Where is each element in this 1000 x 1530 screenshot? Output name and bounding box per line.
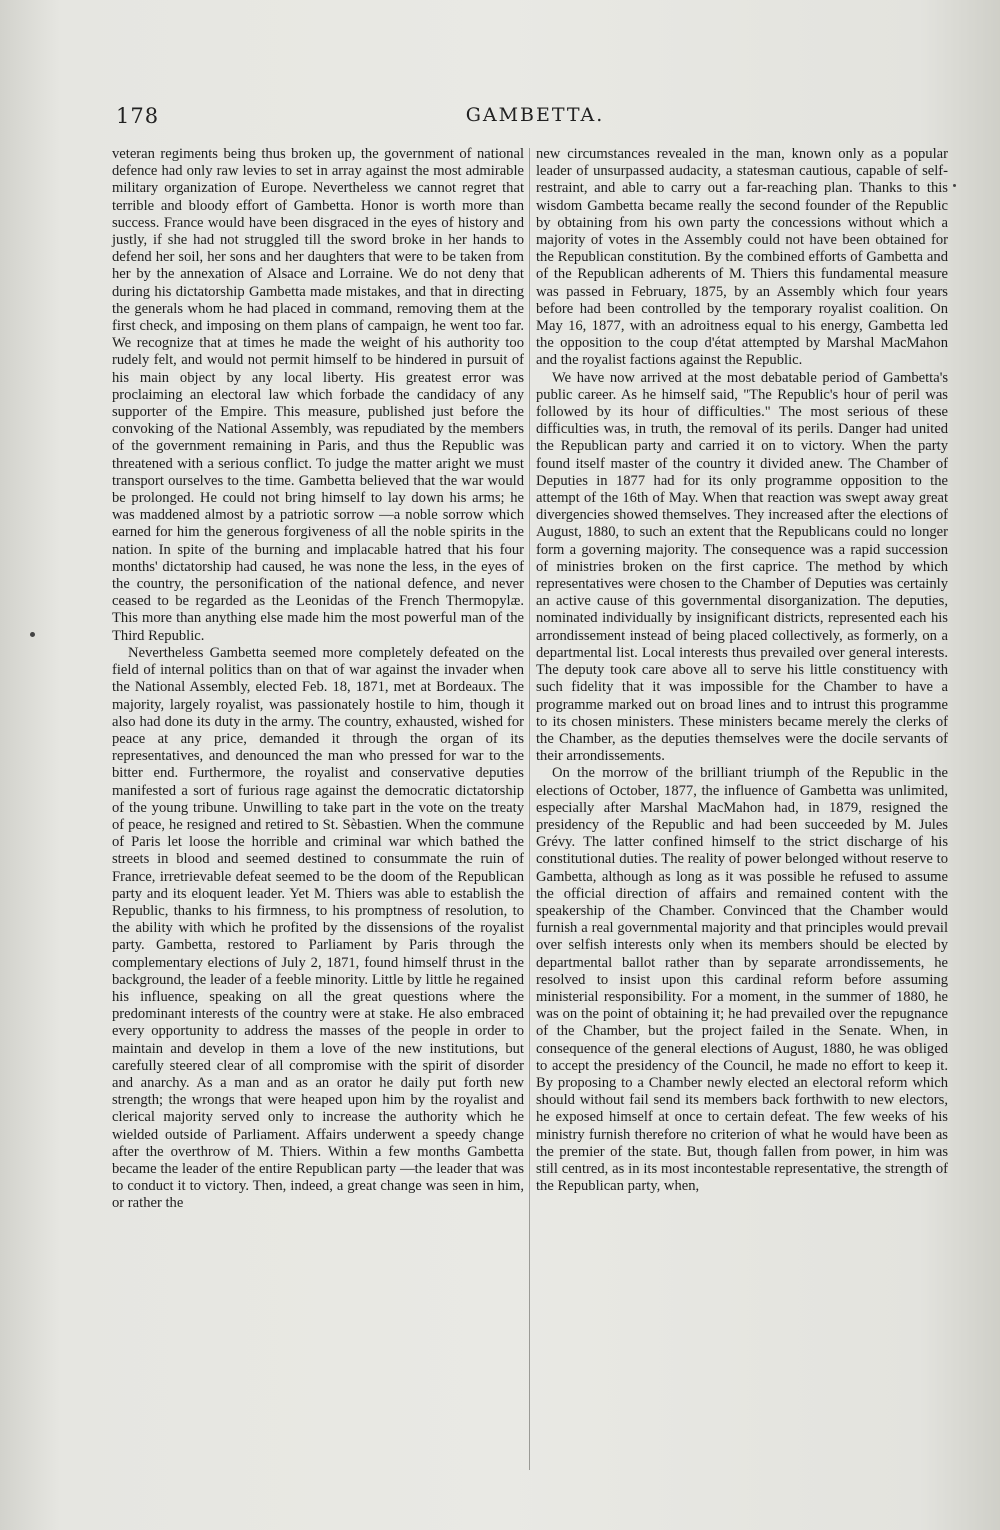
left-column — [112, 146, 524, 1213]
running-head: GAMBETTA. — [465, 104, 605, 126]
right-column — [536, 146, 948, 1195]
paragraph: Nevertheless Gambetta seemed more completely defeated on the field of internal politics than on that of war against the invader when the National Assembly, elected Feb. 18, 1871, met at Bordeaux. The majority, largely royalist, was passionately hostile to him, though it also had done its duty in the army. The country, exhausted, wished for peace at any price, demanded it through the organ of its representatives, and denounced the man who pressed for war to the bitter end. Furthermore, the royalist and conservative deputies manifested a sort of furious rage against the democratic dictatorship of the young tribune. Unwilling to take part in the vote on the treaty of peace, he resigned and retired to St. Sèbastien. When the commune of Paris let loose the horrible and criminal war which bathed the streets in blood and seemed destined to consummate the ruin of France, irretrievable defeat seemed to be the doom of the Republican party and its eloquent leader. Yet M. Thiers was able to establish the Republic, thanks to his firmness, to his promptness of resolution, to the ability with which he profited by the dissensions of the royalist party. Gambetta, restored to Parliament by Paris through the complementary elections of July 2, 1871, found himself thrust in the background, the leader of a feeble minority. Little by little he regained his influence, speaking on all the great questions where the predominant interests of the country were at stake. He also embraced every opportunity to address the masses of the people in order to maintain and develop in them a love of the new institutions, but carefully steered clear of all compromise with the spirit of disorder and anarchy. As a man and as an orator he daily put forth new strength; the wrongs that were heaped upon him by the royalist and clerical majority served only to increase the authority which he wielded outside of Parliament. Affairs underwent a speedy change after the overthrow of M. Thiers. Within a few months Gambetta became the leader of the entire Republican party —the leader that was to conduct it to victory. Then, indeed, a great change was seen in him, or rather the — [112, 644, 524, 1212]
ink-speck — [953, 184, 956, 187]
paragraph: We have now arrived at the most debatable period of Gambetta's public career. As he himself said, "The Republic's hour of peril was followed by its hour of difficulties." The most serious of these difficulties was, in truth, the removal of its perils. Danger had united the Republican party and carried it on to victory. When the party found itself master of the country it divided anew. The Chamber of Deputies in 1877 had for its only programme opposition to the attempt of the 16th of May. When that reaction was swept away great divergencies showed themselves. They increased after the elections of August, 1880, to such an extent that the Republicans could no longer form a governing majority. The consequence was a rapid succession of ministries broken on the first caprice. The method by which representatives were chosen to the Chamber of Deputies was certainly an active cause of this governmental disorganization. The deputies, nominated individually by insignificant districts, represented each his arrondissement instead of being placed collectively, as formerly, on a departmental list. Local interests thus prevailed over general interests. The deputy took care above all to serve his little constituency with such fidelity that it was impossible for the Chamber to have a programme marked out on broad lines and to intrust this programme to its chosen ministers. These ministers became merely the clerks of the Chamber, as the deputies themselves were the docile servants of their arrondissements. — [536, 369, 948, 765]
paragraph: On the morrow of the brilliant triumph of the Republic in the elections of October, 1877, the influence of Gambetta was unlimited, especially after Marshal MacMahon had, in 1879, resigned the presidency of the Republic and had been succeeded by M. Jules Grévy. The latter confined himself to the strict discharge of his constitutional duties. The reality of power belonged without reserve to Gambetta, although as long as it was possible he refused to assume the official direction of affairs and remained content with the speakership of the Chamber. Convinced that the Chamber would furnish a real governmental majority and that principles would prevail over selfish interests only when its members should be elected by departmental ballot rather than by separate arrondissements, he resolved to insist upon this cardinal reform before assuming ministerial responsibility. For a moment, in the summer of 1880, he was on the point of obtaining it; he had prevailed over the repugnance of the Chamber, but the project failed in the Senate. When, in consequence of the general elections of August, 1880, he was obliged to accept the presidency of the Council, he made no effort to keep it. By proposing to a Chamber newly elected an electoral reform which should without fail send its members back forthwith to new electors, he exposed himself at once to certain defeat. The few weeks of his ministry furnish therefore no criterion of what he would have been as the premier of the state. But, though fallen from power, in him was still centred, as in its most incontestable representative, the strength of the Republican party, when, — [536, 765, 948, 1195]
paragraph: new circumstances revealed in the man, known only as a popular leader of unsurpassed audacity, a statesman cautious, capable of self-restraint, and able to carry out a far-reaching plan. Thanks to this wisdom Gambetta became really the second founder of the Republic by obtaining from his own party the concessions without which a majority of votes in the Assembly could not have been obtained for the Republican constitution. By the combined efforts of Gambetta and of the Republican adherents of M. Thiers this fundamental measure was passed in February, 1875, by an Assembly which four years before had been controlled by the temporary royalist coalition. On May 16, 1877, with an adroitness equal to his energy, Gambetta led the opposition to the coup d'état attempted by Marshal MacMahon and the royalist factions against the Republic. — [536, 146, 948, 369]
page-header — [116, 104, 954, 138]
column-divider — [529, 148, 530, 1470]
page-number: 178 — [116, 104, 160, 128]
ink-speck — [30, 632, 35, 637]
paragraph: veteran regiments being thus broken up, the government of national defence had only raw levies to set in array against the most admirable military organization of Europe. Nevertheless we cannot regret that terrible and bloody effort of Gambetta. Honor is worth more than success. France would have been disgraced in the eyes of history and justly, if she had not struggled till the sword broke in her hands to defend her soil, her sons and her daughters that were to be taken from her by the annexation of Alsace and Lorraine. We do not deny that during his dictatorship Gambetta made mistakes, and that in directing the generals whom he had placed in command, removing them at the first check, and imposing on them plans of campaign, he went too far. We recognize that at times he made the weight of his authority too rudely felt, and would not permit himself to be hindered in pursuit of his main object by any local liberty. His greatest error was proclaiming an electoral law which forbade the candidacy of any supporter of the Empire. This measure, published just before the convoking of the National Assembly, was repudiated by the members of the government remaining in Paris, and thus the Republic was threatened with a serious conflict. To judge the matter aright we must transport ourselves to the time. Gambetta believed that the war would be prolonged. He could not bring himself to lay down his arms; he was maddened almost by a patriotic sorrow —a noble sorrow which earned for him the generous forgiveness of all the noble spirits in the nation. In spite of the burning and implacable hatred that his four months' dictatorship had caused, he was none the less, in the eyes of the country, the personification of the national defence, and never ceased to be regarded as the Leonidas of the French Thermopylæ. This more than anything else made him the most powerful man of the Third Republic. — [112, 146, 524, 644]
